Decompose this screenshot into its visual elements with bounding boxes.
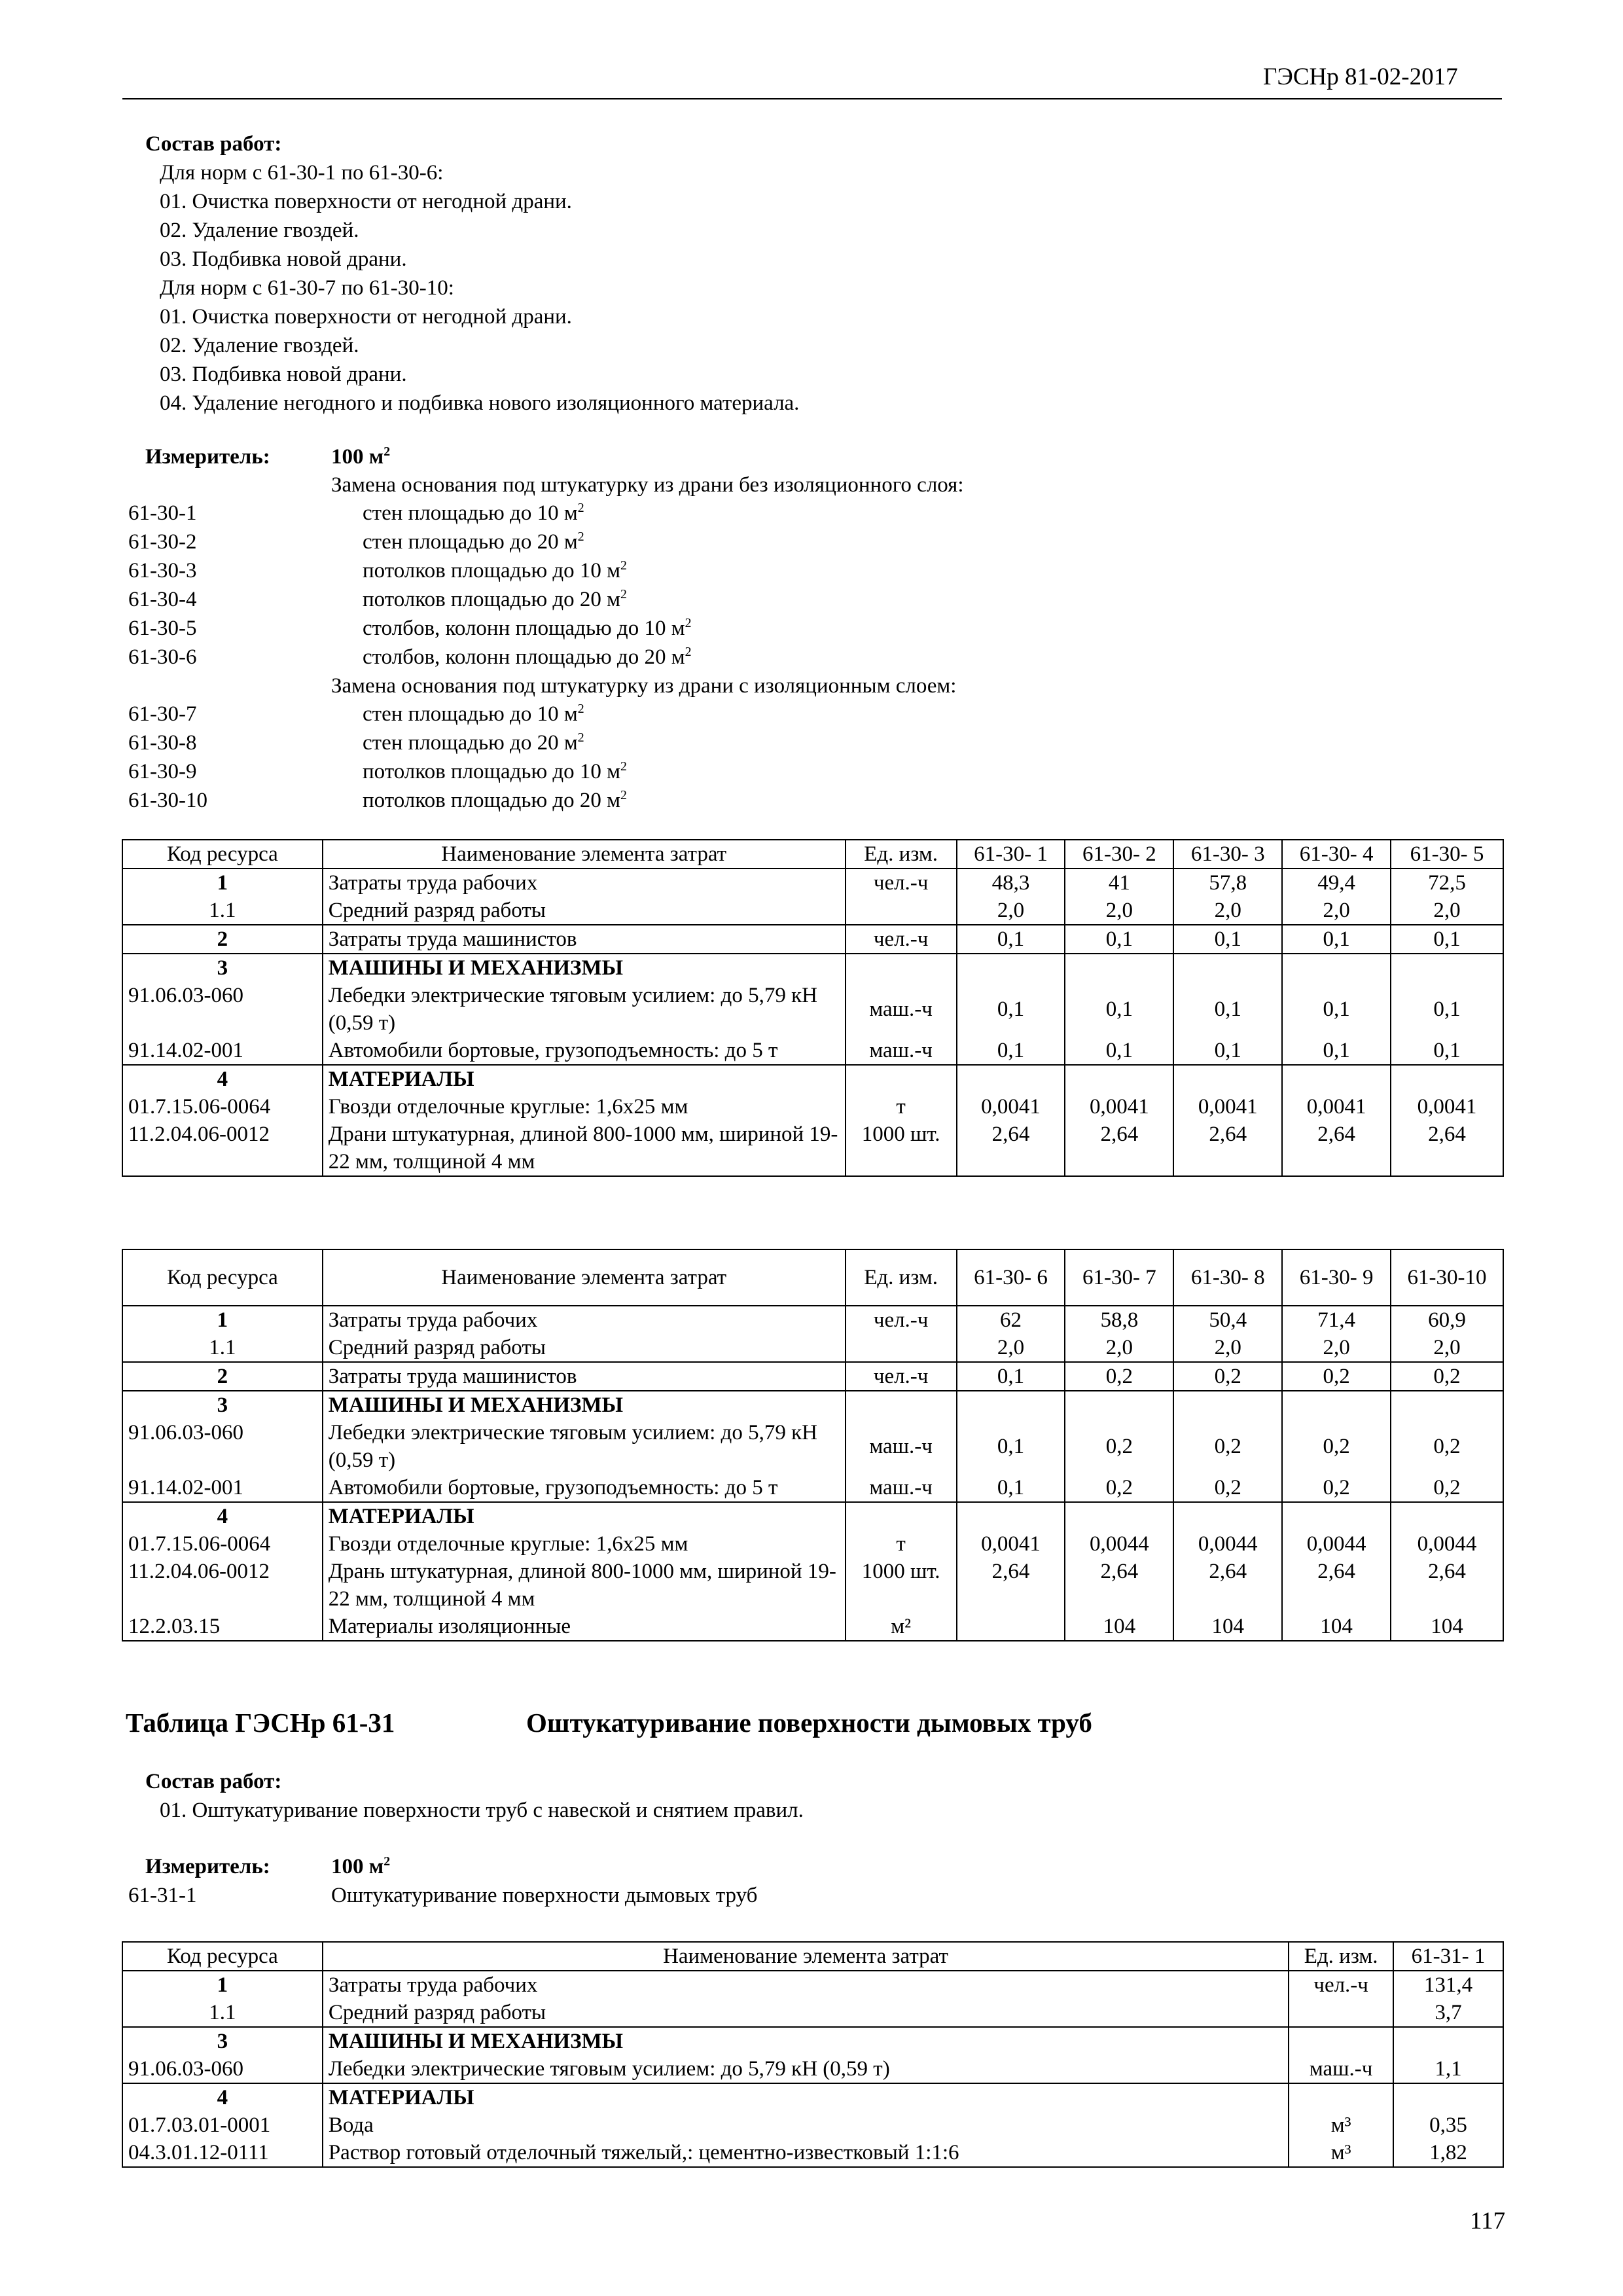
table-cell: 104: [1282, 1613, 1391, 1641]
table-cell: [1282, 1065, 1391, 1093]
table-cell: 104: [1391, 1613, 1503, 1641]
table-cell: 0,2: [1391, 1419, 1503, 1474]
resource-table-2: [122, 1249, 1504, 1641]
table-cell: 0,1: [957, 925, 1065, 954]
table-cell: 0,1: [1173, 925, 1282, 954]
table-cell: 0,2: [1065, 1362, 1173, 1391]
work-line: 01. Очистка поверхности от негодной драни.: [160, 190, 572, 213]
col-header: Код ресурса: [122, 1942, 323, 1971]
table-header-row: [122, 1249, 1503, 1306]
table-cell: 1,1: [1393, 2055, 1503, 2083]
table-cell: 58,8: [1065, 1306, 1173, 1334]
norm-item: 61-30-4 потолков площадью до 20 $м^2$: [128, 587, 627, 611]
document-code: ГЭСНр 81-02-2017: [1263, 63, 1458, 90]
table-cell: 0,1: [957, 1419, 1065, 1474]
table-cell: МАШИНЫ И МЕХАНИЗМЫ: [323, 1391, 846, 1419]
table-cell: 0,0044: [1173, 1530, 1282, 1558]
table-cell: 2: [122, 1362, 323, 1391]
table-cell: Гвозди отделочные круглые: 1,6х25 мм: [323, 1530, 846, 1558]
table-cell: чел.-ч: [846, 1362, 957, 1391]
table-cell: 0,2: [1173, 1362, 1282, 1391]
table-cell: 91.06.03-060: [122, 982, 323, 1037]
col-header: 61-30- 3: [1173, 840, 1282, 869]
table-cell: 3: [122, 1391, 323, 1419]
table-cell: 1,82: [1393, 2139, 1503, 2167]
table-header-row: [122, 840, 1503, 869]
norm-item: 61-30-7 стен площадью до 10 $м^2$: [128, 702, 584, 726]
work-composition-title: Состав работ:: [145, 132, 282, 156]
table-cell: 2,64: [1282, 1121, 1391, 1176]
table-cell: [957, 1502, 1065, 1530]
table-cell: 2,64: [957, 1121, 1065, 1176]
table-cell: МАШИНЫ И МЕХАНИЗМЫ: [323, 2027, 1289, 2055]
table-row: [122, 1530, 1503, 1558]
table-cell: [1289, 2027, 1393, 2055]
col-header: 61-30- 8: [1173, 1249, 1282, 1306]
table-cell: 01.7.15.06-0064: [122, 1093, 323, 1121]
table-cell: 4: [122, 2083, 323, 2111]
table-cell: Затраты труда рабочих: [323, 869, 846, 897]
table-cell: [1391, 1391, 1503, 1419]
table-row: [122, 1362, 1503, 1391]
table-cell: Дрань штукатурная, длиной 800-1000 мм, шириной 19-22 мм, толщиной 4 мм: [323, 1558, 846, 1613]
table-cell: м³: [1289, 2139, 1393, 2167]
work-line: Для норм с 61-30-1 по 61-30-6:: [160, 161, 444, 185]
norm-item-code: 61-31-1: [128, 1884, 197, 1907]
table-cell: 2,0: [1065, 897, 1173, 925]
table-cell: МАШИНЫ И МЕХАНИЗМЫ: [323, 954, 846, 982]
table-row: [122, 954, 1503, 982]
table-cell: 0,0044: [1391, 1530, 1503, 1558]
table-cell: Автомобили бортовые, грузоподъемность: до 5 т: [323, 1474, 846, 1502]
table-cell: [1173, 1065, 1282, 1093]
norm-item: 61-30-6 столбов, колонн площадью до 20 $м^2$: [128, 645, 692, 669]
table-cell: 91.14.02-001: [122, 1474, 323, 1502]
table-cell: чел.-ч: [1289, 1971, 1393, 1999]
table-cell: маш.-ч: [846, 1037, 957, 1065]
table-cell: 0,1: [1173, 982, 1282, 1037]
work-line: 03. Подбивка новой драни.: [160, 363, 407, 386]
table-row: [122, 1474, 1503, 1502]
table-cell: Материалы изоляционные: [323, 1613, 846, 1641]
table-cell: [1065, 1065, 1173, 1093]
table-cell: 57,8: [1173, 869, 1282, 897]
work-line: Для норм с 61-30-7 по 61-30-10:: [160, 276, 454, 300]
table-row: [122, 1999, 1503, 2027]
table-row: [122, 897, 1503, 925]
col-header: 61-30- 7: [1065, 1249, 1173, 1306]
table-row: [122, 1419, 1503, 1474]
table-cell: 2,64: [957, 1558, 1065, 1613]
table-cell: 3: [122, 2027, 323, 2055]
table-cell: 0,0044: [1065, 1530, 1173, 1558]
table-cell: 0,1: [1282, 1037, 1391, 1065]
table-cell: 0,2: [1173, 1474, 1282, 1502]
table-cell: [1391, 954, 1503, 982]
table-cell: 41: [1065, 869, 1173, 897]
table-row: [122, 1334, 1503, 1362]
table-row: [122, 2027, 1503, 2055]
norm-item: 61-30-8 стен площадью до 20 $м^2$: [128, 730, 584, 755]
col-header: 61-31- 1: [1393, 1942, 1503, 1971]
table-cell: 0,0041: [957, 1530, 1065, 1558]
table-cell: 0,2: [1065, 1419, 1173, 1474]
table-cell: Затраты труда рабочих: [323, 1306, 846, 1334]
table-cell: 0,1: [1391, 925, 1503, 954]
table-cell: т: [846, 1093, 957, 1121]
table-cell: 1.1: [122, 1334, 323, 1362]
table-cell: [957, 1613, 1065, 1641]
table-cell: 131,4: [1393, 1971, 1503, 1999]
col-header: Ед. изм.: [846, 840, 957, 869]
table-cell: 0,1: [1065, 982, 1173, 1037]
col-header: Наименование элемента затрат: [323, 840, 846, 869]
table-header-row: [122, 1942, 1503, 1971]
table-cell: 2,0: [1282, 897, 1391, 925]
group1-title: Замена основания под штукатурку из драни без изоляционного слоя:: [331, 473, 964, 497]
table-cell: 11.2.04.06-0012: [122, 1121, 323, 1176]
table-row: [122, 2083, 1503, 2111]
measure-label-2: Измеритель:: [145, 1855, 270, 1878]
table-cell: [1173, 1502, 1282, 1530]
table-cell: 0,1: [1391, 982, 1503, 1037]
table-cell: 12.2.03.15: [122, 1613, 323, 1641]
table-cell: 2,0: [1173, 897, 1282, 925]
table-cell: 1.1: [122, 1999, 323, 2027]
table-cell: 2,0: [957, 897, 1065, 925]
col-header: Ед. изм.: [1289, 1942, 1393, 1971]
work-composition-title-2: Состав работ:: [145, 1770, 282, 1793]
table-cell: 0,1: [1282, 982, 1391, 1037]
table-cell: МАТЕРИАЛЫ: [323, 1065, 846, 1093]
table-cell: 91.06.03-060: [122, 2055, 323, 2083]
table-cell: маш.-ч: [846, 982, 957, 1037]
table-cell: [846, 897, 957, 925]
table-cell: [957, 954, 1065, 982]
table-cell: 62: [957, 1306, 1065, 1334]
table-cell: [846, 1334, 957, 1362]
table-cell: 0,0041: [957, 1093, 1065, 1121]
table-cell: 0,0044: [1282, 1530, 1391, 1558]
norm-item: 61-30-10 потолков площадью до 20 $м^2$: [128, 788, 627, 812]
table-row: [122, 1971, 1503, 1999]
table-cell: 0,2: [1282, 1362, 1391, 1391]
work-line: 02. Удаление гвоздей.: [160, 334, 359, 357]
table-cell: [1391, 1502, 1503, 1530]
col-header: 61-30- 5: [1391, 840, 1503, 869]
work-line: 03. Подбивка новой драни.: [160, 247, 407, 271]
table-cell: чел.-ч: [846, 1306, 957, 1334]
table-cell: 4: [122, 1065, 323, 1093]
page-number: 117: [1470, 2208, 1506, 2234]
table-row: [122, 982, 1503, 1037]
table-cell: 72,5: [1391, 869, 1503, 897]
table-row: [122, 1093, 1503, 1121]
work-line: 01. Оштукатуривание поверхности труб с навеской и снятием правил.: [160, 1799, 804, 1822]
table-cell: 1000 шт.: [846, 1121, 957, 1176]
group1-list: [128, 499, 914, 672]
table-cell: [846, 1065, 957, 1093]
table-cell: Средний разряд работы: [323, 1999, 1289, 2027]
table-cell: Гвозди отделочные круглые: 1,6х25 мм: [323, 1093, 846, 1121]
norm-item: 61-30-3 потолков площадью до 10 $м^2$: [128, 558, 627, 583]
table-row: [122, 2139, 1503, 2167]
table-cell: маш.-ч: [1289, 2055, 1393, 2083]
col-header: 61-30- 6: [957, 1249, 1065, 1306]
table-cell: 0,2: [1282, 1419, 1391, 1474]
table-cell: 91.06.03-060: [122, 1419, 323, 1474]
table-cell: 04.3.01.12-0111: [122, 2139, 323, 2167]
table-cell: [846, 1391, 957, 1419]
table-cell: МАТЕРИАЛЫ: [323, 1502, 846, 1530]
table-title: Оштукатуривание поверхности дымовых труб: [526, 1708, 1092, 1738]
table-cell: 48,3: [957, 869, 1065, 897]
col-header: 61-30- 2: [1065, 840, 1173, 869]
table-cell: 11.2.04.06-0012: [122, 1558, 323, 1613]
col-header: 61-30- 1: [957, 840, 1065, 869]
table-cell: [1289, 2083, 1393, 2111]
table-cell: 104: [1065, 1613, 1173, 1641]
table-cell: 1000 шт.: [846, 1558, 957, 1613]
table-cell: 4: [122, 1502, 323, 1530]
measure-value-2: 100 $м^2$: [331, 1854, 391, 1878]
table-cell: 0,2: [1391, 1362, 1503, 1391]
table-cell: Раствор готовый отделочный тяжелый,: цементно-известковый 1:1:6: [323, 2139, 1289, 2167]
table-cell: 2,64: [1391, 1121, 1503, 1176]
col-header: Код ресурса: [122, 840, 323, 869]
work-composition-list: [160, 158, 799, 418]
table-cell: 0,2: [1065, 1474, 1173, 1502]
norm-item: 61-30-9 потолков площадью до 10 $м^2$: [128, 759, 627, 783]
resource-table-3: [122, 1941, 1504, 2168]
table-cell: 0,1: [1065, 1037, 1173, 1065]
table-cell: 01.7.15.06-0064: [122, 1530, 323, 1558]
work-line: 01. Очистка поверхности от негодной драни.: [160, 305, 572, 329]
table-cell: 2,64: [1282, 1558, 1391, 1613]
table-cell: 91.14.02-001: [122, 1037, 323, 1065]
table-cell: 0,0041: [1282, 1093, 1391, 1121]
table-row: [122, 1613, 1503, 1641]
table-cell: 0,1: [957, 1362, 1065, 1391]
table-cell: [846, 954, 957, 982]
table-cell: 2,0: [1282, 1334, 1391, 1362]
table-cell: чел.-ч: [846, 925, 957, 954]
table-cell: 0,1: [1282, 925, 1391, 954]
table-cell: 49,4: [1282, 869, 1391, 897]
table-cell: Лебедки электрические тяговым усилием: до 5,79 кН (0,59 т): [323, 2055, 1289, 2083]
table-row: [122, 2111, 1503, 2139]
table-cell: 2,64: [1391, 1558, 1503, 1613]
table-cell: 2,64: [1065, 1558, 1173, 1613]
table-cell: 3: [122, 954, 323, 982]
table-cell: 2,0: [1391, 1334, 1503, 1362]
col-header: 61-30- 9: [1282, 1249, 1391, 1306]
table-cell: 0,0041: [1173, 1093, 1282, 1121]
table-cell: т: [846, 1530, 957, 1558]
table-cell: 71,4: [1282, 1306, 1391, 1334]
table-cell: Затраты труда машинистов: [323, 925, 846, 954]
table-row: [122, 1558, 1503, 1613]
table-cell: 1: [122, 869, 323, 897]
table-cell: 3,7: [1393, 1999, 1503, 2027]
table-label: Таблица ГЭСНр 61-31: [126, 1708, 395, 1738]
table-cell: [1282, 954, 1391, 982]
group2-title: Замена основания под штукатурку из драни с изоляционным слоем:: [331, 674, 957, 698]
table-cell: 0,1: [1391, 1037, 1503, 1065]
table-cell: 2,0: [1173, 1334, 1282, 1362]
table-cell: [1173, 1391, 1282, 1419]
table-cell: [1282, 1502, 1391, 1530]
table-cell: 0,35: [1393, 2111, 1503, 2139]
table-cell: маш.-ч: [846, 1474, 957, 1502]
table-cell: Средний разряд работы: [323, 897, 846, 925]
table-cell: 0,1: [957, 982, 1065, 1037]
table-cell: 2,64: [1065, 1121, 1173, 1176]
col-header: Наименование элемента затрат: [323, 1249, 846, 1306]
table-cell: 0,1: [1173, 1037, 1282, 1065]
table-cell: 1.1: [122, 897, 323, 925]
table-cell: [1391, 1065, 1503, 1093]
table-cell: Затраты труда машинистов: [323, 1362, 846, 1391]
work-line: 02. Удаление гвоздей.: [160, 219, 359, 242]
table-cell: 0,0041: [1391, 1093, 1503, 1121]
table-row: [122, 869, 1503, 897]
col-header: Код ресурса: [122, 1249, 323, 1306]
table-cell: 01.7.03.01-0001: [122, 2111, 323, 2139]
table-cell: [1065, 954, 1173, 982]
table-cell: 0,2: [1391, 1474, 1503, 1502]
table-cell: 50,4: [1173, 1306, 1282, 1334]
table-cell: 1: [122, 1306, 323, 1334]
table-row: [122, 2055, 1503, 2083]
col-header: 61-30- 4: [1282, 840, 1391, 869]
col-header: 61-30-10: [1391, 1249, 1503, 1306]
table-cell: м²: [846, 1613, 957, 1641]
table-cell: 104: [1173, 1613, 1282, 1641]
measure-label: Измеритель:: [145, 445, 270, 469]
measure-value: 100 $м^2$: [331, 444, 391, 469]
table-cell: Затраты труда рабочих: [323, 1971, 1289, 1999]
table-cell: маш.-ч: [846, 1419, 957, 1474]
table-cell: [846, 1502, 957, 1530]
table-cell: Автомобили бортовые, грузоподъемность: до 5 т: [323, 1037, 846, 1065]
table-cell: 1: [122, 1971, 323, 1999]
table-cell: 0,1: [957, 1037, 1065, 1065]
col-header: Наименование элемента затрат: [323, 1942, 1289, 1971]
table-row: [122, 1502, 1503, 1530]
work-line: 04. Удаление негодного и подбивка нового изоляционного материала.: [160, 391, 800, 415]
table-cell: [1065, 1391, 1173, 1419]
table-cell: 0,1: [1065, 925, 1173, 954]
table-cell: Лебедки электрические тяговым усилием: до 5,79 кН (0,59 т): [323, 1419, 846, 1474]
table-cell: [1065, 1502, 1173, 1530]
table-cell: Средний разряд работы: [323, 1334, 846, 1362]
table-cell: 2,64: [1173, 1558, 1282, 1613]
table-cell: [1393, 2027, 1503, 2055]
table-row: [122, 925, 1503, 954]
table-cell: Лебедки электрические тяговым усилием: до 5,79 кН (0,59 т): [323, 982, 846, 1037]
norm-item-text: Оштукатуривание поверхности дымовых труб: [331, 1884, 758, 1907]
table-cell: [957, 1391, 1065, 1419]
table-cell: 0,1: [957, 1474, 1065, 1502]
table-cell: 2,0: [957, 1334, 1065, 1362]
table-cell: 2: [122, 925, 323, 954]
table-cell: [1282, 1391, 1391, 1419]
table-cell: [1393, 2083, 1503, 2111]
table-cell: [1173, 954, 1282, 982]
table-cell: чел.-ч: [846, 869, 957, 897]
group2-list: [128, 700, 914, 815]
table-row: [122, 1121, 1503, 1176]
col-header: Ед. изм.: [846, 1249, 957, 1306]
table-cell: 2,64: [1173, 1121, 1282, 1176]
table-row: [122, 1065, 1503, 1093]
resource-table-1: [122, 839, 1504, 1177]
table-cell: [1289, 1999, 1393, 2027]
table-cell: Драни штукатурная, длиной 800-1000 мм, шириной 19-22 мм, толщиной 4 мм: [323, 1121, 846, 1176]
norm-item: 61-30-5 столбов, колонн площадью до 10 $м^2$: [128, 616, 692, 640]
table-row: [122, 1391, 1503, 1419]
table-cell: МАТЕРИАЛЫ: [323, 2083, 1289, 2111]
table-row: [122, 1037, 1503, 1065]
table-cell: 0,2: [1282, 1474, 1391, 1502]
table-row: [122, 1306, 1503, 1334]
table-cell: 60,9: [1391, 1306, 1503, 1334]
norm-item: 61-30-1 стен площадью до 10 $м^2$: [128, 501, 584, 525]
table-cell: 0,2: [1173, 1419, 1282, 1474]
table-cell: м³: [1289, 2111, 1393, 2139]
table-cell: 2,0: [1065, 1334, 1173, 1362]
norm-item: 61-30-2 стен площадью до 20 $м^2$: [128, 529, 584, 554]
table-cell: Вода: [323, 2111, 1289, 2139]
table-cell: 0,0041: [1065, 1093, 1173, 1121]
header-divider: [122, 98, 1502, 99]
table-cell: [957, 1065, 1065, 1093]
table-cell: 2,0: [1391, 897, 1503, 925]
